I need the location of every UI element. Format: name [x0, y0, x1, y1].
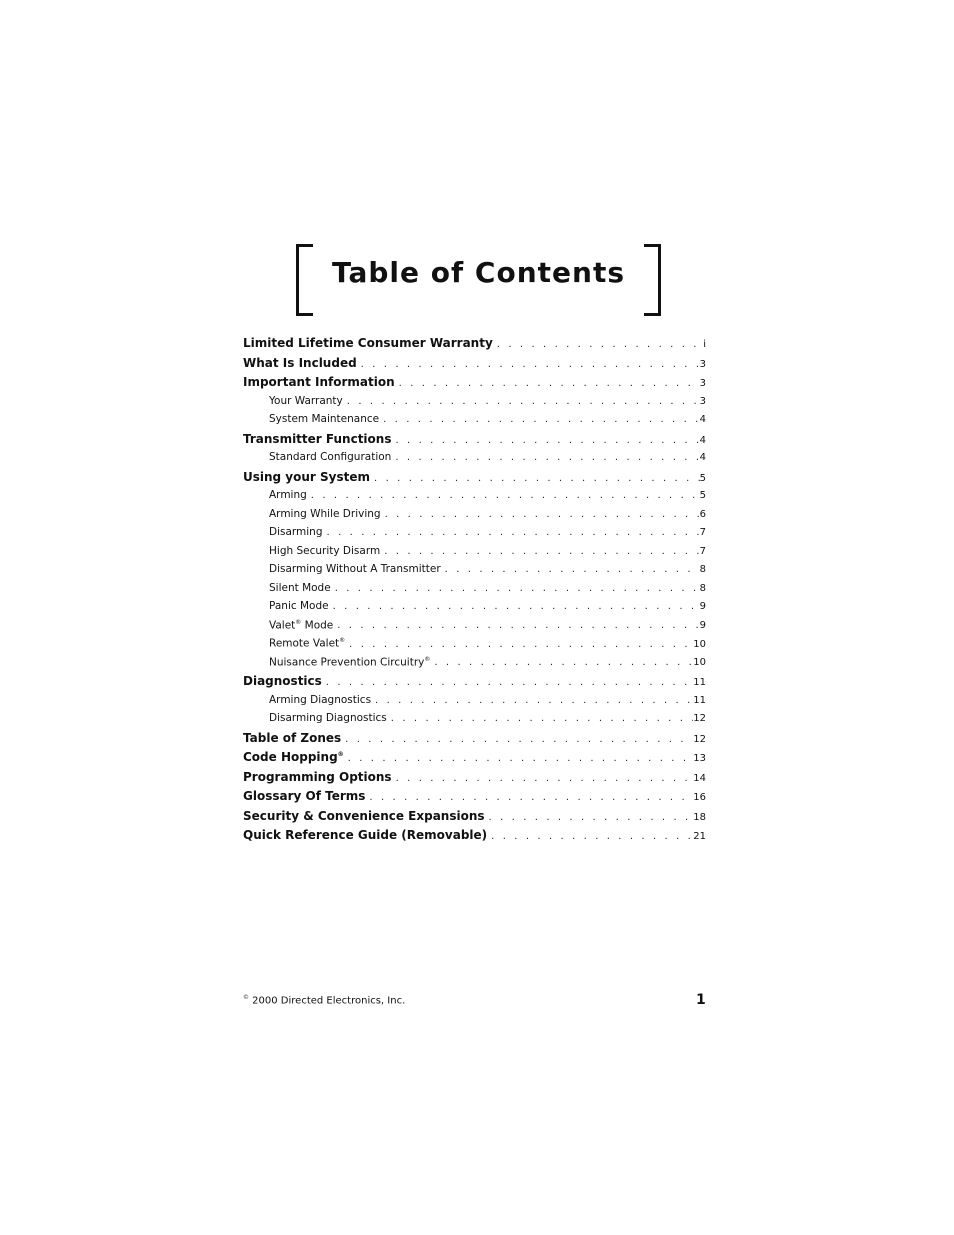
toc-page-number: 4	[699, 452, 706, 463]
toc-entry	[243, 750, 706, 770]
toc-entry-label	[269, 637, 345, 650]
dot-leader	[323, 527, 700, 538]
dot-leader	[485, 812, 694, 823]
toc-subentry	[243, 508, 706, 527]
dot-leader	[365, 792, 693, 803]
toc-entry-text: Arming While Driving	[269, 507, 381, 520]
toc-subentry	[243, 451, 706, 470]
dot-leader	[392, 773, 694, 784]
toc-entry-text: Programming Options	[243, 769, 392, 784]
toc-entry-label	[269, 694, 371, 706]
dot-leader	[381, 509, 700, 520]
toc-page-number: 14	[693, 772, 706, 784]
toc-page-number: 4	[699, 414, 706, 425]
toc-subentry	[243, 637, 706, 656]
toc-entry-label	[243, 750, 344, 764]
toc-subentry	[243, 712, 706, 731]
toc-entry-text: Diagnostics	[243, 674, 322, 688]
dot-leader	[345, 639, 693, 650]
toc-entry-text: Arming	[269, 489, 307, 501]
toc-entry-text: System Maintenance	[269, 413, 380, 425]
toc-entry-label	[243, 356, 357, 370]
toc-entry	[243, 356, 706, 376]
toc-page-number: 4	[699, 434, 706, 446]
toc-entry-text: Arming Diagnostics	[269, 693, 372, 706]
toc-entry	[243, 674, 706, 694]
toc-subentry	[243, 600, 706, 619]
dot-leader	[379, 414, 700, 425]
copyright-notice	[243, 994, 405, 1006]
toc-entry-label	[269, 451, 391, 463]
toc-page-number: 5	[699, 490, 706, 501]
toc-entry-label	[243, 789, 365, 803]
toc-page-number: 8	[699, 582, 706, 594]
toc-entry-text: Transmitter Functions	[243, 431, 392, 446]
toc-entry-text: Security & Convenience Expansions	[243, 808, 485, 823]
toc-entry-label	[269, 656, 430, 669]
dot-leader	[430, 657, 693, 668]
toc-entry-label	[243, 828, 487, 842]
toc-entry-text: High Security Disarm	[269, 544, 381, 557]
toc-entry-text: Limited Lifetime Consumer Warranty	[243, 336, 493, 350]
toc-entry	[243, 336, 706, 356]
toc-entry-text: Panic Mode	[269, 600, 329, 612]
toc-page-number: 21	[693, 831, 706, 842]
toc-entry-text: Nuisance Prevention Circuitry	[269, 656, 425, 668]
toc-page-number: 9	[699, 601, 706, 612]
toc-entry	[243, 432, 706, 452]
toc-entry	[243, 731, 706, 751]
toc-entry	[243, 770, 706, 790]
toc-page-number: 11	[693, 694, 706, 706]
toc-entry-text: Silent Mode	[269, 581, 331, 594]
dot-leader	[343, 396, 700, 407]
toc-entry	[243, 828, 706, 848]
toc-subentry	[243, 619, 706, 638]
toc-page-number: 5	[699, 472, 706, 484]
toc-entry-label	[243, 731, 341, 745]
toc-entry-label	[269, 489, 307, 501]
dot-leader	[333, 620, 699, 631]
toc-entry-label	[269, 600, 329, 612]
toc-entry-label	[269, 563, 441, 575]
toc-entry-label	[269, 526, 323, 538]
toc-subentry	[243, 413, 706, 432]
toc-entry-label	[269, 508, 381, 520]
toc-entry-text: Disarming	[269, 526, 323, 538]
toc-page-number: 3	[699, 358, 706, 370]
dot-leader	[441, 564, 700, 575]
toc-page-number: 18	[693, 811, 706, 823]
title-block	[296, 244, 661, 314]
dot-leader	[395, 378, 700, 389]
toc-entry-label	[269, 619, 333, 632]
toc-subentry	[243, 395, 706, 414]
copyright-text: 2000 Directed Electronics, Inc.	[249, 995, 406, 1007]
toc-page-number: 3	[699, 395, 706, 407]
toc-subentry	[243, 489, 706, 508]
toc-entry-label	[243, 336, 493, 350]
registered-mark: ®	[424, 655, 431, 663]
registered-mark: ®	[337, 751, 344, 758]
dot-leader	[331, 583, 700, 594]
toc-entry-text: Remote Valet	[269, 637, 340, 650]
toc-subentry	[243, 656, 706, 675]
toc-entry-label	[243, 674, 322, 688]
toc-entry-text: Using your System	[243, 469, 371, 484]
toc-entry-text: Table of Zones	[243, 730, 342, 745]
toc-entry	[243, 789, 706, 809]
toc-subentry	[243, 694, 706, 713]
toc-page-number: 11	[693, 677, 706, 688]
toc-page-number: 7	[699, 545, 706, 557]
dot-leader	[341, 734, 693, 745]
page-number: 1	[696, 992, 706, 1008]
toc-page-number: 16	[693, 792, 706, 803]
toc-subentry	[243, 582, 706, 601]
toc-entry-text: Disarming Without A Transmitter	[269, 563, 441, 575]
toc-page-number: 7	[699, 527, 706, 538]
dot-leader	[387, 713, 693, 724]
dot-leader	[391, 452, 699, 463]
dot-leader	[307, 490, 700, 501]
toc-page-number: 12	[693, 733, 706, 745]
dot-leader	[391, 435, 699, 446]
toc-entry-text: Glossary Of Terms	[243, 789, 366, 803]
toc-page-number: 3	[699, 378, 706, 389]
toc-entry-text: Quick Reference Guide (Removable)	[243, 828, 488, 842]
toc-entry-label	[269, 545, 380, 557]
toc-entry-label	[243, 470, 370, 484]
toc-entry-text: Valet	[269, 619, 296, 631]
toc-entry	[243, 375, 706, 395]
toc-entry-label	[243, 375, 395, 389]
page-title: Table of Contents	[331, 256, 625, 289]
dot-leader	[322, 677, 693, 688]
toc-entry-label	[243, 770, 392, 784]
toc-entry	[243, 809, 706, 829]
toc-page-number: 10	[693, 657, 706, 668]
toc-subentry	[243, 545, 706, 564]
toc-entry-label	[269, 395, 343, 407]
toc-entry-text: Your Warranty	[269, 394, 343, 407]
toc-entry-text: Important Information	[243, 375, 395, 389]
toc-entry-label	[243, 809, 485, 823]
toc-entry	[243, 470, 706, 490]
dot-leader	[493, 339, 703, 350]
toc-entry-text: What Is Included	[243, 355, 357, 370]
toc-subentry	[243, 563, 706, 582]
dot-leader	[357, 359, 700, 370]
toc-page-number: 13	[693, 753, 706, 764]
toc-entry-text: Standard Configuration	[269, 451, 392, 463]
toc-page-number: 9	[699, 620, 706, 631]
copyright-mark: ©	[243, 994, 249, 1001]
toc-subentry	[243, 526, 706, 545]
toc-entry-label	[269, 712, 387, 724]
dot-leader	[487, 831, 693, 842]
toc-entry-text: Code Hopping	[243, 750, 338, 764]
toc-page-number: 12	[693, 713, 706, 724]
toc-page-number: i	[703, 339, 706, 350]
toc-page-number: 6	[699, 508, 706, 520]
toc-entry-suffix: Mode	[301, 619, 334, 631]
dot-leader	[344, 753, 694, 764]
dot-leader	[371, 695, 693, 706]
toc-entry-label	[243, 432, 391, 446]
registered-mark: ®	[339, 637, 346, 644]
table-of-contents	[243, 336, 706, 848]
toc-page-number: 10	[693, 638, 706, 650]
toc-entry-label	[269, 582, 331, 594]
dot-leader	[370, 473, 700, 484]
registered-mark: ®	[295, 618, 302, 626]
dot-leader	[380, 546, 699, 557]
toc-entry-label	[269, 413, 379, 425]
toc-page-number: 8	[699, 564, 706, 575]
dot-leader	[329, 601, 700, 612]
toc-entry-text: Disarming Diagnostics	[269, 712, 387, 724]
